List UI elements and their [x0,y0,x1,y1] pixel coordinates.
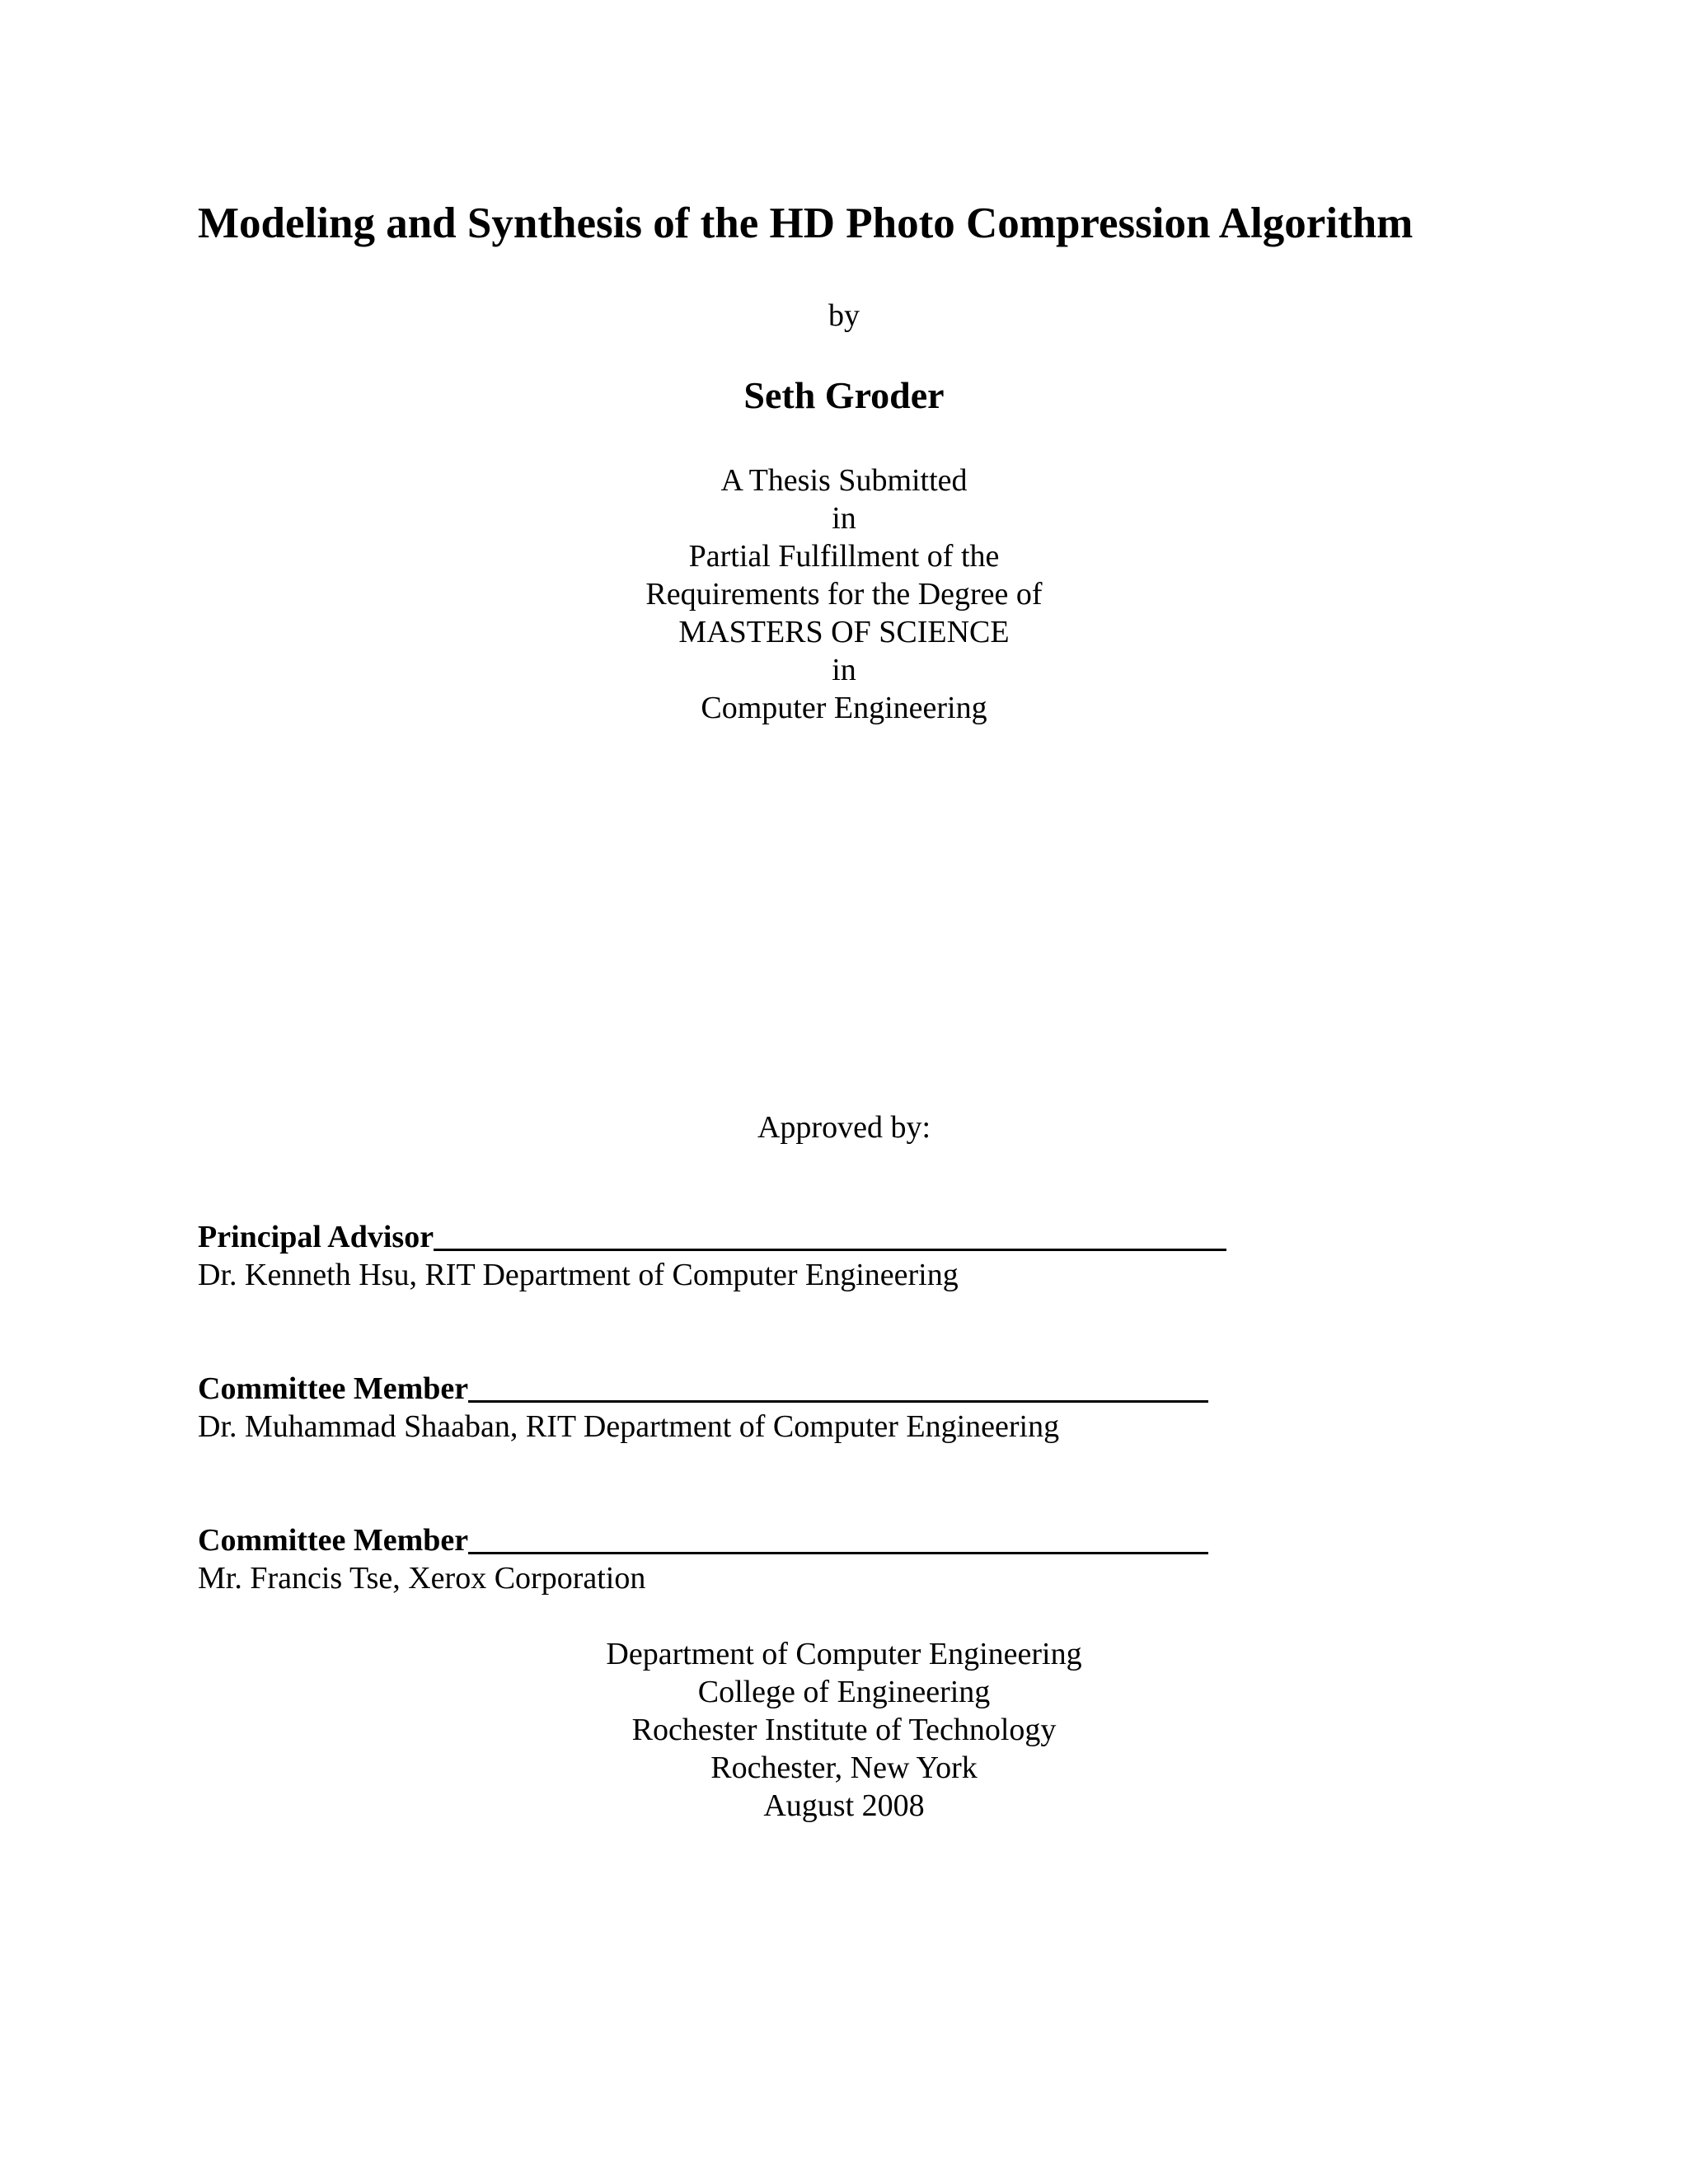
signature-line [468,1552,1208,1554]
signature-role: Principal Advisor [198,1220,434,1254]
institution: Rochester Institute of Technology [631,1713,1057,1747]
degree-statement-line: in [832,653,856,687]
college: College of Engineering [697,1675,991,1709]
by-label: by [828,298,860,333]
signatory-name: Dr. Muhammad Shaaban, RIT Department of Computer Engineering [198,1409,1060,1444]
degree-statement [0,462,1688,727]
author-name: Seth Groder [743,374,945,416]
degree-statement-line: in [832,501,856,536]
location: Rochester, New York [710,1750,978,1785]
degree-statement-line: A Thesis Submitted [720,463,968,498]
signature-role: Committee Member [198,1371,469,1406]
signatory-name: Dr. Kenneth Hsu, RIT Department of Computer Engineering [198,1258,959,1292]
signature-line [434,1249,1226,1251]
approved-by-label: Approved by: [757,1110,931,1145]
thesis-title: Modeling and Synthesis of the HD Photo Compression Algorithm [198,199,1414,247]
signature-committee-member-2 [198,1521,1208,1597]
degree-name: MASTERS OF SCIENCE [678,615,1010,649]
signatory-name: Mr. Francis Tse, Xerox Corporation [198,1561,646,1596]
degree-statement-line: Partial Fulfillment of the [688,539,1000,574]
signature-line [468,1400,1208,1403]
signature-committee-member-1 [198,1370,1208,1446]
department: Department of Computer Engineering [606,1637,1082,1671]
degree-field: Computer Engineering [701,691,987,725]
signature-role: Committee Member [198,1523,469,1558]
date: August 2008 [763,1788,925,1823]
institution-block [0,1635,1688,1825]
signature-principal-advisor [198,1218,1226,1294]
degree-statement-line: Requirements for the Degree of [645,577,1043,612]
